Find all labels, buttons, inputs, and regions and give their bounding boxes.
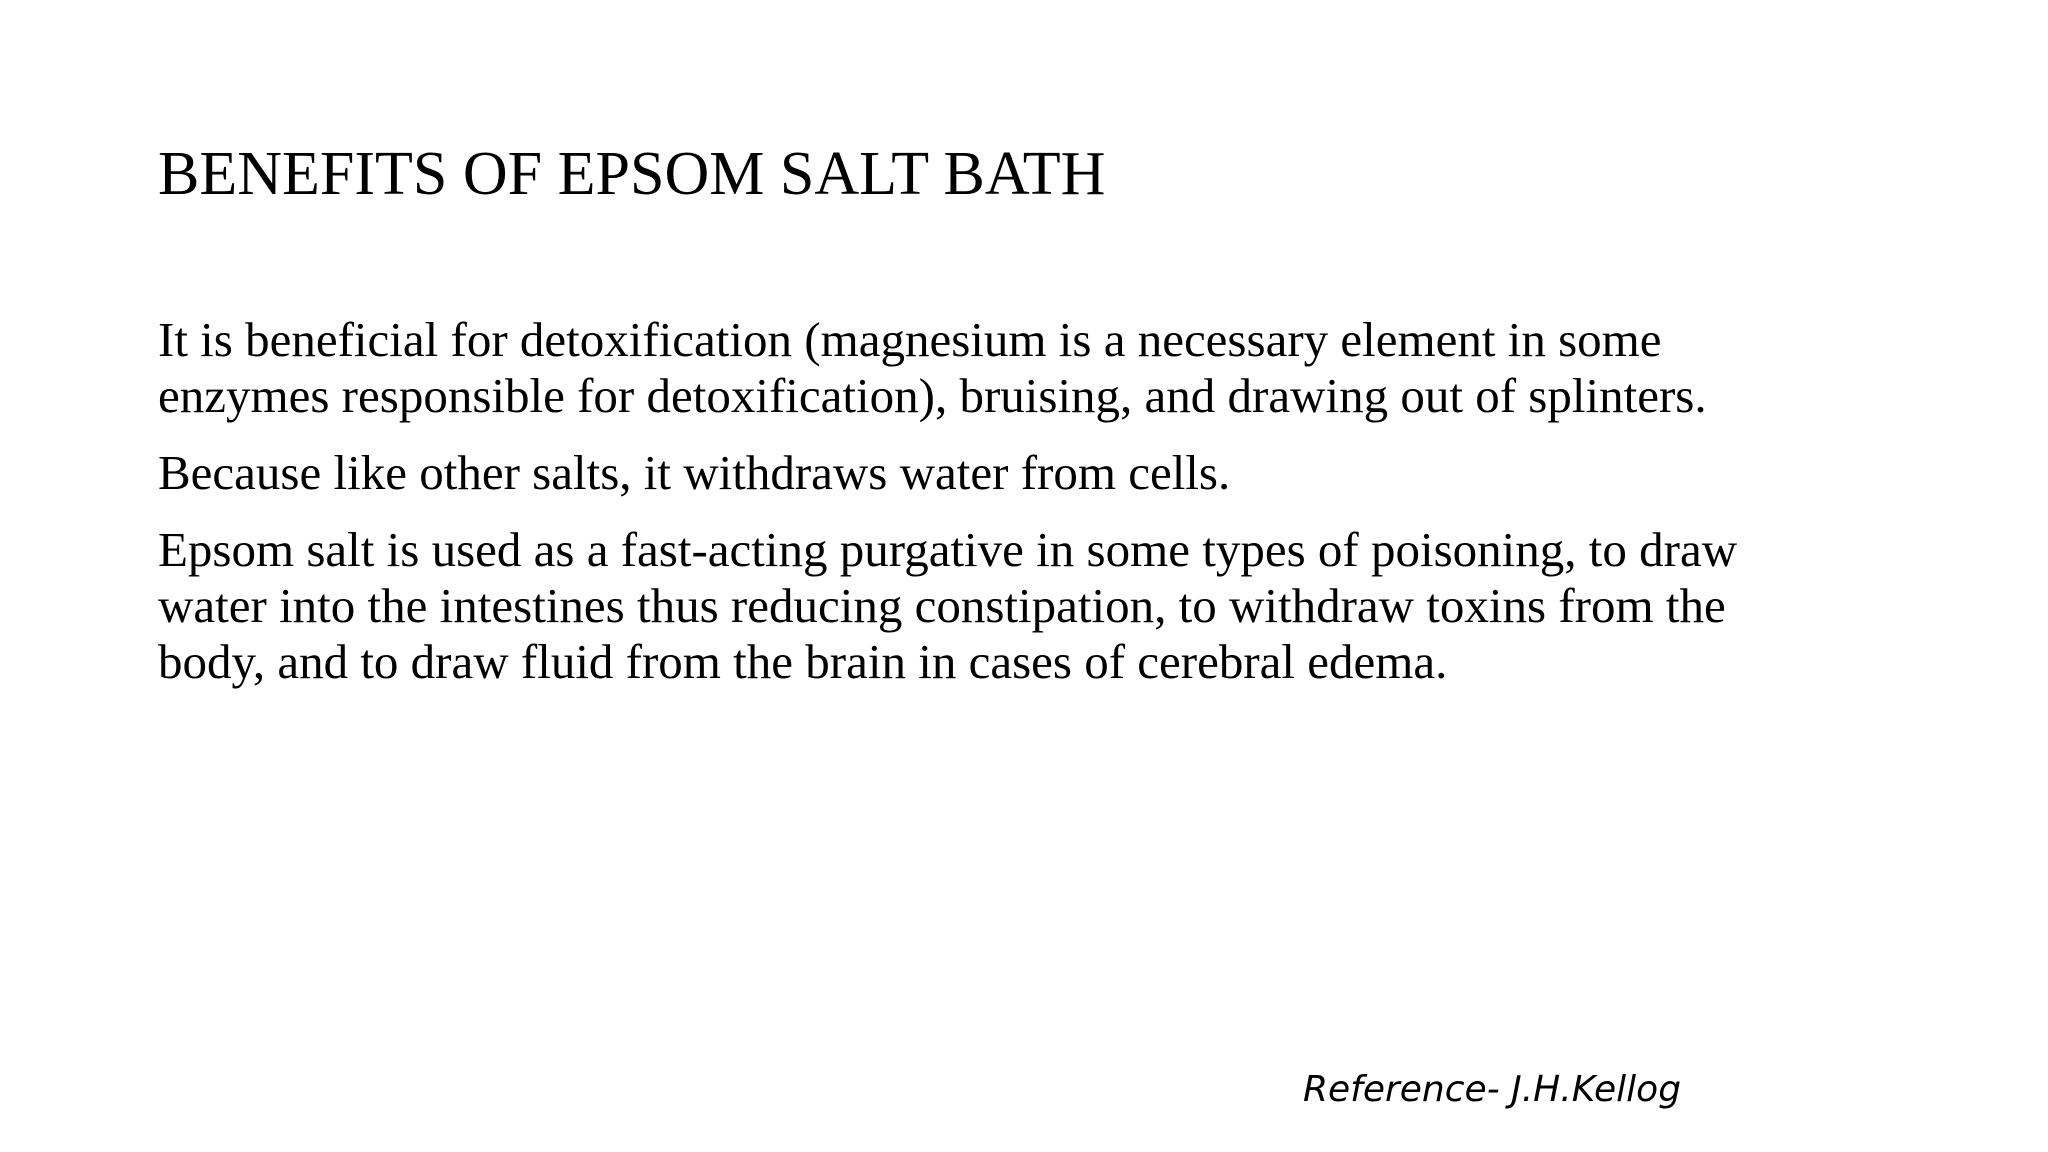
reference-note: Reference- J.H.Kellog <box>1303 1069 1682 1110</box>
paragraph-purgative <box>158 522 1858 690</box>
paragraph-line: Epsom salt is used as a fast-acting purgative in some types of poisoning, to draw <box>158 522 1738 577</box>
paragraph-line: water into the intestines thus reducing constipation, to withdraw toxins from the <box>158 578 1726 633</box>
slide-body <box>158 312 1858 711</box>
paragraph-line: It is beneficial for detoxification (magnesium is a necessary element in some <box>158 312 1662 367</box>
paragraph-withdraws-water <box>158 445 1858 501</box>
paragraph-detoxification <box>158 312 1858 424</box>
paragraph-line: Because like other salts, it withdraws water from cells. <box>158 445 1231 500</box>
paragraph-line: body, and to draw fluid from the brain in cases of cerebral edema. <box>158 634 1448 689</box>
slide-title: BENEFITS OF EPSOM SALT BATH <box>158 140 1106 208</box>
paragraph-line: enzymes responsible for detoxification), bruising, and drawing out of splinters. <box>158 368 1707 423</box>
